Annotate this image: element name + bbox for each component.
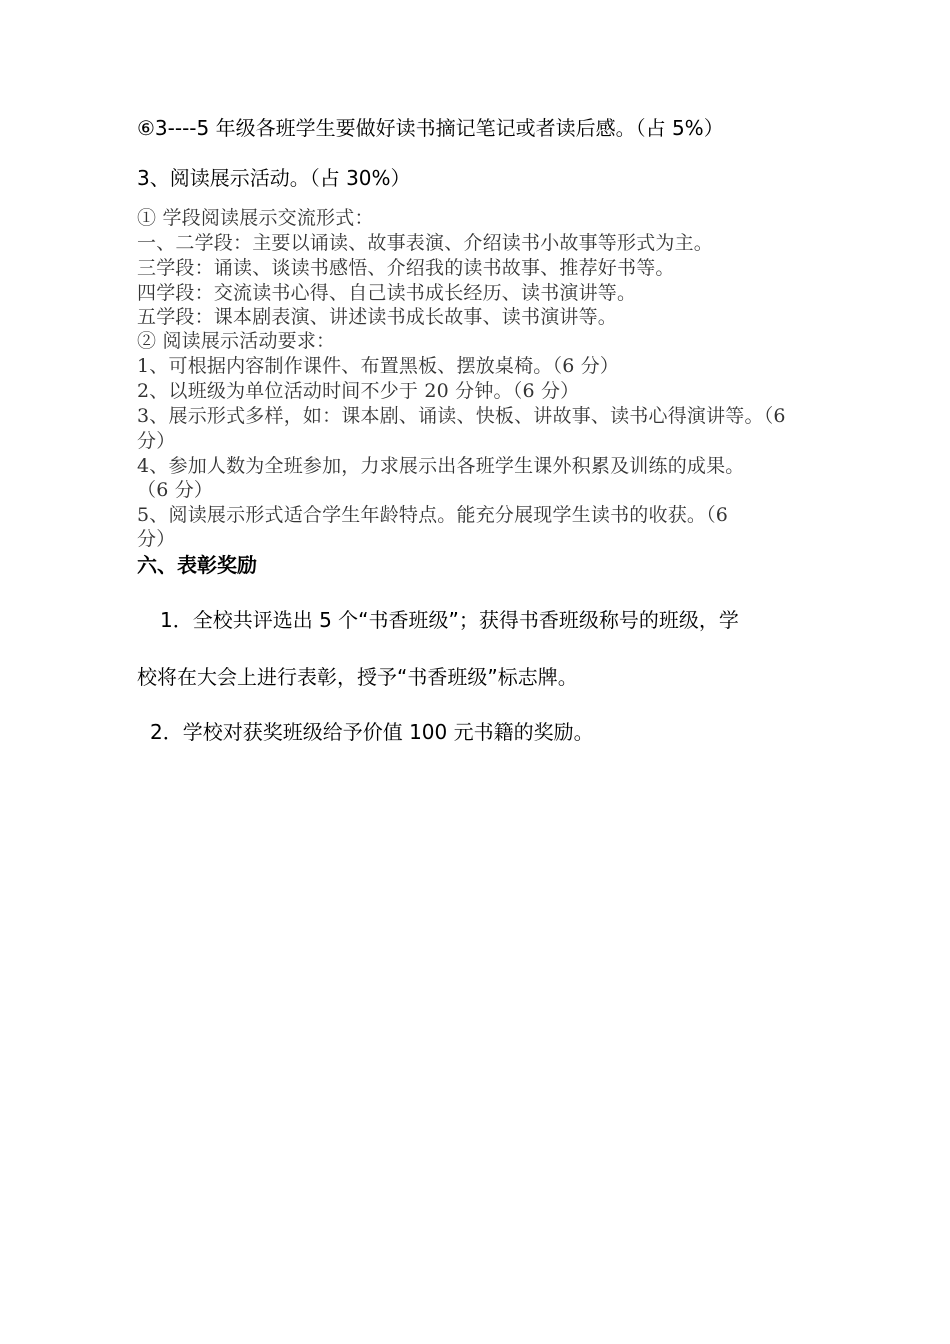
forms-item: 四学段：交流读书心得、自己读书成长经历、读书演讲等。 xyxy=(137,282,637,304)
forms-item: 五学段：课本剧表演、讲述读书成长故事、读书演讲等。 xyxy=(137,306,618,328)
requirement-item-continuation: 分） xyxy=(137,430,176,452)
forms-item: 一、二学段：主要以诵读、故事表演、介绍读书小故事等形式为主。 xyxy=(137,232,714,254)
requirement-item: 5、阅读展示形式适合学生年龄特点。能充分展现学生读书的收获。（6 xyxy=(137,504,729,526)
section-3-heading: 3、阅读展示活动。（占 30%） xyxy=(137,166,411,190)
award-1-line-1: 1．全校共评选出 5 个“书香班级”；获得书香班级称号的班级，学 xyxy=(160,608,739,632)
requirement-item-continuation: 分） xyxy=(137,528,176,550)
requirement-item: 2、以班级为单位活动时间不少于 20 分钟。（6 分） xyxy=(137,380,580,402)
requirement-item: 1、可根据内容制作课件、布置黑板、摆放桌椅。（6 分） xyxy=(137,355,620,377)
award-1-line-2: 校将在大会上进行表彰，授予“书香班级”标志牌。 xyxy=(137,665,578,689)
requirement-item: 3、展示形式多样，如：课本剧、诵读、快板、讲故事、读书心得演讲等。（6 xyxy=(137,405,786,427)
requirement-item-continuation: （6 分） xyxy=(137,479,214,501)
forms-heading: ① 学段阅读展示交流形式： xyxy=(137,207,374,229)
requirement-item: 4、参加人数为全班参加，力求展示出各班学生课外积累及训练的成果。 xyxy=(137,455,745,477)
section-6-heading: 六、表彰奖励 xyxy=(137,553,257,577)
award-2: 2．学校对获奖班级给予价值 100 元书籍的奖励。 xyxy=(150,720,594,744)
forms-item: 三学段：诵读、谈读书感悟、介绍我的读书故事、推荐好书等。 xyxy=(137,257,675,279)
requirements-heading: ② 阅读展示活动要求： xyxy=(137,330,336,352)
item-6-text: ⑥3----5 年级各班学生要做好读书摘记笔记或者读后感。（占 5%） xyxy=(137,116,724,140)
